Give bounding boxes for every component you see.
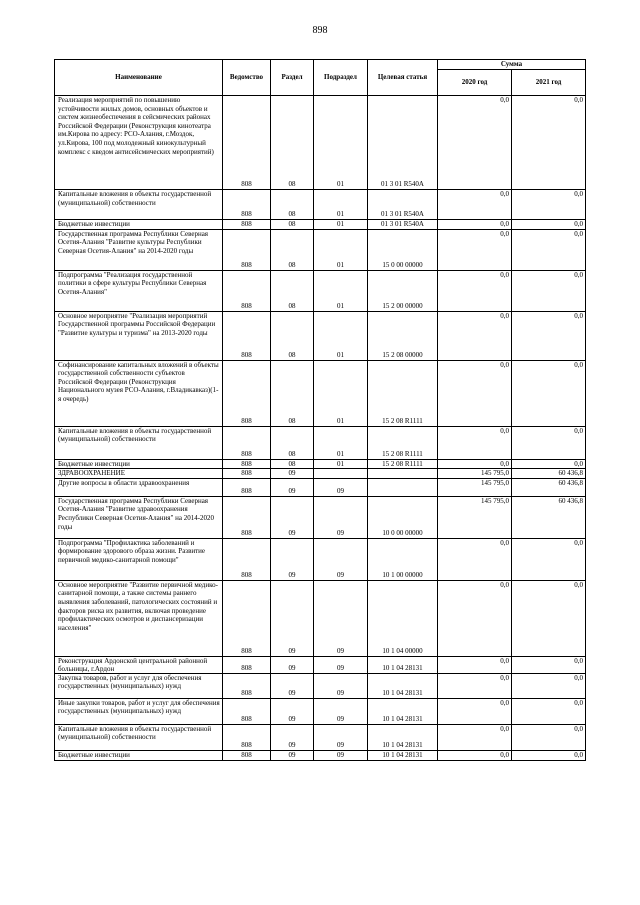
table-row [55, 270, 586, 311]
row-amount-2021: 60 436,8 [512, 496, 586, 538]
row-subsection: 01 [314, 96, 368, 190]
row-target-article: 10 1 04 28131 [368, 750, 438, 760]
page-number: 898 [312, 25, 328, 36]
row-section: 09 [271, 478, 314, 496]
row-section: 09 [271, 673, 314, 698]
row-amount-2021: 0,0 [512, 426, 586, 459]
row-department: 808 [223, 426, 271, 459]
row-target-article: 01 3 01 R540A [368, 220, 438, 230]
row-subsection: 01 [314, 220, 368, 230]
row-amount-2021: 60 436,8 [512, 478, 586, 496]
row-subsection: 01 [314, 426, 368, 459]
row-amount-2020: 0,0 [438, 270, 512, 311]
row-department: 808 [223, 311, 271, 360]
row-subsection: 09 [314, 750, 368, 760]
row-department: 808 [223, 229, 271, 270]
header-target-article: Целевая статья [368, 60, 438, 96]
row-amount-2020: 0,0 [438, 360, 512, 426]
row-target-article: 10 1 04 28131 [368, 656, 438, 673]
row-department: 808 [223, 459, 271, 469]
row-name: Капитальные вложения в объекты государственной (муниципальной) собственности [55, 190, 223, 220]
row-name: Государственная программа Республики Северная Осетия-Алания "Развитие культуры Республики Северная Осетия-Алания" на 2014-2020 годы [55, 229, 223, 270]
row-target-article: 15 2 00 00000 [368, 270, 438, 311]
row-amount-2020: 0,0 [438, 538, 512, 580]
row-section: 08 [271, 229, 314, 270]
row-amount-2021: 0,0 [512, 538, 586, 580]
row-subsection: 01 [314, 270, 368, 311]
table-row [55, 698, 586, 724]
table-row [55, 580, 586, 656]
row-amount-2021: 0,0 [512, 229, 586, 270]
row-department: 808 [223, 656, 271, 673]
row-name: Подпрограмма "Профилактика заболеваний и формирование здорового образа жизни. Развитие первичной медико-санитарной помощи" [55, 538, 223, 580]
row-department: 808 [223, 496, 271, 538]
row-department: 808 [223, 96, 271, 190]
row-subsection: 09 [314, 580, 368, 656]
row-amount-2021: 0,0 [512, 270, 586, 311]
row-amount-2021: 60 436,8 [512, 469, 586, 479]
row-name: Государственная программа Республики Северная Осетия-Алания "Развитие здравоохранения Республики Северная Осетия-Алания" на 2014-2020 годы [55, 496, 223, 538]
table-row [55, 750, 586, 760]
row-name: Подпрограмма "Реализация государственной политики в сфере культуры Республики Северная Осетия-Алания" [55, 270, 223, 311]
header-2020: 2020 год [438, 70, 512, 96]
row-amount-2021: 0,0 [512, 220, 586, 230]
row-subsection [314, 469, 368, 479]
row-target-article: 01 3 01 R540A [368, 96, 438, 190]
table-row [55, 673, 586, 698]
row-amount-2021: 0,0 [512, 190, 586, 220]
row-subsection: 09 [314, 496, 368, 538]
row-section: 09 [271, 656, 314, 673]
row-amount-2021: 0,0 [512, 698, 586, 724]
row-target-article: 10 1 04 00000 [368, 580, 438, 656]
row-amount-2020: 0,0 [438, 96, 512, 190]
row-amount-2021: 0,0 [512, 724, 586, 750]
table-row [55, 538, 586, 580]
row-amount-2020: 0,0 [438, 698, 512, 724]
row-target-article: 01 3 01 R540A [368, 190, 438, 220]
row-section: 09 [271, 724, 314, 750]
row-name: Софинансирование капитальных вложений в объекты государственной собственности субъектов Российской Федерации (Реконструкция Национального музея РСО-Алания, г.Владикавказ)(1-я очередь) [55, 360, 223, 426]
table-row [55, 459, 586, 469]
row-department: 808 [223, 724, 271, 750]
row-target-article: 15 2 08 R1111 [368, 426, 438, 459]
row-name: Бюджетные инвестиции [55, 750, 223, 760]
row-amount-2020: 0,0 [438, 220, 512, 230]
header-department: Ведомство [223, 60, 271, 96]
row-target-article: 10 1 04 28131 [368, 673, 438, 698]
row-department: 808 [223, 538, 271, 580]
row-name: Другие вопросы в области здравоохранения [55, 478, 223, 496]
row-amount-2020: 0,0 [438, 426, 512, 459]
row-target-article: 15 2 08 R1111 [368, 360, 438, 426]
row-target-article: 10 1 04 28131 [368, 698, 438, 724]
table-row [55, 220, 586, 230]
row-department: 808 [223, 469, 271, 479]
row-amount-2021: 0,0 [512, 311, 586, 360]
row-subsection: 01 [314, 311, 368, 360]
row-name: Капитальные вложения в объекты государственной (муниципальной) собственности [55, 426, 223, 459]
row-section: 09 [271, 496, 314, 538]
row-subsection: 01 [314, 229, 368, 270]
row-amount-2020: 0,0 [438, 311, 512, 360]
row-amount-2020: 145 795,0 [438, 469, 512, 479]
row-section: 08 [271, 459, 314, 469]
row-subsection: 01 [314, 459, 368, 469]
row-name: Основное мероприятие "Развитие первичной медико-санитарной помощи, а также системы раннего выявления заболеваний, патологических состояний и факторов риска их развития, включая проведение профилактических осмотров и диспансеризации населения" [55, 580, 223, 656]
row-target-article [368, 469, 438, 479]
header-sum: Сумма [438, 60, 586, 70]
row-department: 808 [223, 360, 271, 426]
row-amount-2020: 0,0 [438, 190, 512, 220]
row-section: 08 [271, 360, 314, 426]
row-amount-2021: 0,0 [512, 656, 586, 673]
table-row [55, 478, 586, 496]
row-section: 08 [271, 96, 314, 190]
table-body [55, 96, 586, 761]
row-name: Иные закупки товаров, работ и услуг для обеспечения государственных (муниципальных) нужд [55, 698, 223, 724]
row-subsection: 09 [314, 538, 368, 580]
row-section: 09 [271, 750, 314, 760]
row-name: ЗДРАВООХРАНЕНИЕ [55, 469, 223, 479]
row-amount-2020: 0,0 [438, 656, 512, 673]
table-row [55, 360, 586, 426]
row-subsection: 01 [314, 190, 368, 220]
budget-table [54, 59, 586, 761]
row-amount-2020: 0,0 [438, 750, 512, 760]
row-target-article: 10 1 04 28131 [368, 724, 438, 750]
header-subsection: Подраздел [314, 60, 368, 96]
row-amount-2021: 0,0 [512, 459, 586, 469]
row-section: 08 [271, 220, 314, 230]
row-target-article: 10 1 00 00000 [368, 538, 438, 580]
row-target-article: 15 2 08 R1111 [368, 459, 438, 469]
table-row [55, 96, 586, 190]
row-section: 09 [271, 538, 314, 580]
row-name: Закупка товаров, работ и услуг для обеспечения государственных (муниципальных) нужд [55, 673, 223, 698]
row-section: 08 [271, 426, 314, 459]
row-amount-2020: 0,0 [438, 724, 512, 750]
row-name: Бюджетные инвестиции [55, 459, 223, 469]
row-subsection: 09 [314, 698, 368, 724]
table-row [55, 190, 586, 220]
table-row [55, 496, 586, 538]
table-row [55, 656, 586, 673]
table-row [55, 469, 586, 479]
row-amount-2020: 0,0 [438, 229, 512, 270]
row-section: 08 [271, 270, 314, 311]
row-amount-2020: 145 795,0 [438, 496, 512, 538]
row-target-article: 15 0 00 00000 [368, 229, 438, 270]
row-subsection: 09 [314, 673, 368, 698]
table-row [55, 229, 586, 270]
header-2021: 2021 год [512, 70, 586, 96]
row-department: 808 [223, 698, 271, 724]
row-section: 08 [271, 311, 314, 360]
row-name: Реконструкция Ардонской центральной районной больницы, г.Ардон [55, 656, 223, 673]
row-name: Реализация мероприятий по повышению устойчивости жилых домов, основных объектов и систем жизнеобеспечения в сейсмических районах Российской Федерации (Реконструкция кинотеатра им.Кирова по адресу: РСО-Алания, г.Моздок, ул.Кирова, 100 под молодежный кинокультурный комплекс с кведом антисейсмических мероприятий) [55, 96, 223, 190]
row-amount-2021: 0,0 [512, 96, 586, 190]
row-amount-2020: 0,0 [438, 459, 512, 469]
row-subsection: 09 [314, 478, 368, 496]
row-section: 09 [271, 469, 314, 479]
table-row [55, 311, 586, 360]
header-section: Раздел [271, 60, 314, 96]
row-amount-2021: 0,0 [512, 750, 586, 760]
row-section: 09 [271, 698, 314, 724]
row-amount-2021: 0,0 [512, 360, 586, 426]
row-amount-2020: 0,0 [438, 673, 512, 698]
row-department: 808 [223, 220, 271, 230]
row-amount-2020: 145 795,0 [438, 478, 512, 496]
row-department: 808 [223, 270, 271, 311]
row-subsection: 09 [314, 656, 368, 673]
row-department: 808 [223, 580, 271, 656]
row-department: 808 [223, 750, 271, 760]
row-department: 808 [223, 190, 271, 220]
row-name: Основное мероприятие "Реализация мероприятий Государственной программы Российской Федерации "Развитие культуры и туризма" на 2013-2020 годы [55, 311, 223, 360]
table-row [55, 724, 586, 750]
row-department: 808 [223, 478, 271, 496]
row-target-article: 15 2 08 00000 [368, 311, 438, 360]
row-name: Бюджетные инвестиции [55, 220, 223, 230]
row-target-article [368, 478, 438, 496]
row-department: 808 [223, 673, 271, 698]
row-subsection: 01 [314, 360, 368, 426]
row-section: 09 [271, 580, 314, 656]
row-amount-2020: 0,0 [438, 580, 512, 656]
row-amount-2021: 0,0 [512, 673, 586, 698]
row-target-article: 10 0 00 00000 [368, 496, 438, 538]
row-name: Капитальные вложения в объекты государственной (муниципальной) собственности [55, 724, 223, 750]
table-row [55, 426, 586, 459]
row-amount-2021: 0,0 [512, 580, 586, 656]
header-name: Наименование [55, 60, 223, 96]
row-section: 08 [271, 190, 314, 220]
row-subsection: 09 [314, 724, 368, 750]
